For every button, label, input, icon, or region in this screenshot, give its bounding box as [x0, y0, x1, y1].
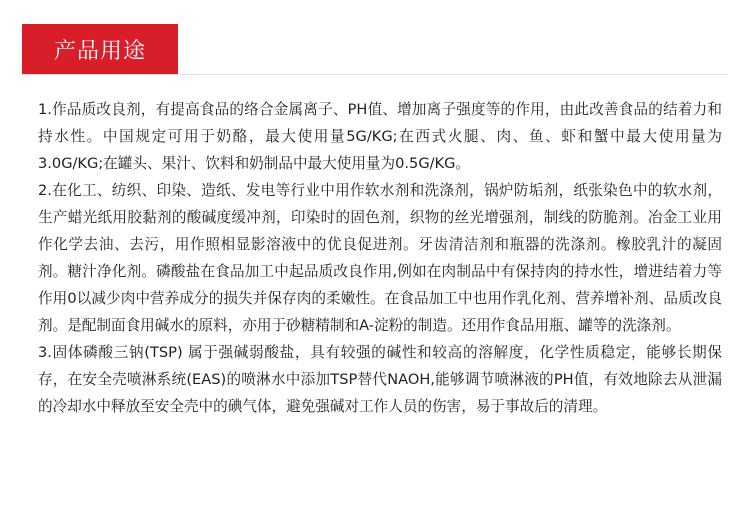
section-title: 产品用途: [53, 38, 146, 64]
header-divider: [22, 74, 728, 75]
section-title-badge: [22, 24, 178, 74]
usage-description: [38, 96, 722, 420]
usage-paragraph-1: 1.作品质改良剂，有提高食品的络合金属离子、PH值、增加离子强度等的作用，由此改善食品的结着力和持水性。中国规定可用于奶酪，最大使用量5G/KG;在西式火腿、肉、鱼、虾和蟹中最大使用量为3.0G/KG;在罐头、果汁、饮料和奶制品中最大使用量为0.5G/KG。: [38, 101, 722, 172]
usage-paragraph-3: 3.固体磷酸三钠(TSP) 属于强碱弱酸盐，具有较强的碱性和较高的溶解度，化学性质稳定，能够长期保存，在安全壳喷淋系统(EAS)的喷淋水中添加TSP替代NAOH,能够调节喷淋液的PH值，有效地除去从泄漏的冷却水中释放至安全壳中的碘气体，避免强碱对工作人员的伤害，易于事故后的清理。: [38, 344, 722, 415]
usage-paragraph-2: 2.在化工、纺织、印染、造纸、发电等行业中用作软水剂和洗涤剂，锅炉防垢剂，纸张染色中的软水剂，生产蜡光纸用胶黏剂的酸碱度缓冲剂，印染时的固色剂，织物的丝光增强剂，制线的防脆剂。冶金工业用作化学去油、去污，用作照相显影溶液中的优良促进剂。牙齿清洁剂和瓶器的洗涤剂。橡胶乳汁的凝固剂。糖汁净化剂。磷酸盐在食品加工中起品质改良作用,例如在肉制品中有保持肉的持水性，增进结着力等作用0以减少肉中营养成分的损失并保存肉的柔嫩性。在食品加工中也用作乳化剂、营养增补剂、品质改良剂。是配制面食用碱水的原料，亦用于砂糖精制和A-淀粉的制造。还用作食品用瓶、罐等的洗涤剂。: [38, 182, 722, 334]
